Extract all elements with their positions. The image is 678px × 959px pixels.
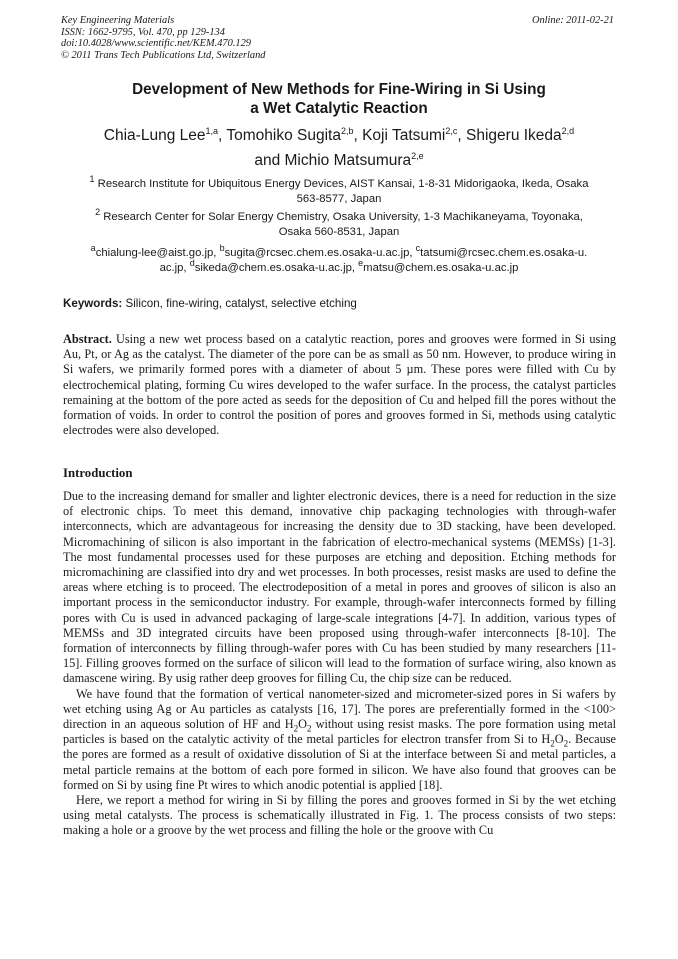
paper-title: [60, 80, 618, 118]
author-emails: $^a$chialung-lee@aist.go.jp, $^b$sugita@rcsec.chem.es.osaka-u.ac.jp, $^c$tatsumi@rcsec.chem.es.osaka-u. ac.jp, $^d$sikeda@chem.es.osaka-u.ac.jp, $^e$matsu@chem.es.osaka-u.ac.jp: [90, 243, 588, 274]
author-affiliation-mark: 1,a: [205, 125, 219, 136]
author-separator: ,: [457, 127, 467, 144]
section-heading-introduction: Introduction: [63, 466, 133, 480]
author-name: and Michio Matsumura: [254, 152, 412, 169]
affiliation-2: [62, 207, 616, 240]
journal-name: Key Engineering Materials: [61, 15, 175, 26]
email-b[interactable]: sugita@rcsec.chem.es.osaka-u.ac.jp,: [224, 247, 416, 259]
affiliation-text: Research Center for Solar Energy Chemistry, Osaka University, 1-3 Machikaneyama, Toyonaka,: [103, 211, 583, 223]
title-line-2: a Wet Catalytic Reaction: [250, 100, 428, 117]
title-line-1: Development of New Methods for Fine-Wiring in Si Using: [132, 81, 546, 98]
author-line-1: [48, 123, 630, 148]
online-date: Online: 2011-02-21: [531, 15, 614, 26]
author-name: Koji Tatsumi: [362, 127, 446, 144]
author-affiliation-mark: 2,b: [340, 125, 354, 136]
paragraph: Here, we report a method for wiring in Si by filling the pores and grooves formed in Si by the wet etching using metal catalysts. The process is schematically illustrated in Fig. 1. The process consists of two steps: making a hole or a groove by the wet process and filling the hole or the groove with Cu: [63, 793, 616, 838]
paragraph: Due to the increasing demand for smaller and lighter electronic devices, there is a need for reduction in the size of electronic chips. To meet this demand, innovative chip packaging technologies with through-wafer interconnects, which are advantageous for increasing the density due to 3D stacking, have been developed. Micromachining of silicon is also important in the fabrication of electro-mechanical systems (MEMSs) [1-3]. The most fundamental processes used for these purposes are etching and deposition. Etching methods for micromachining are classified into dry and wet processes. In both processes, resist masks are used to define the areas where etching is to proceed. The electrodeposition of a metal in pores and grooves of silicon is also an important process in the semiconductor industry. For example, through-wafer interconnects formed by filling pores with Cu is used in advanced packaging of large-scale integrations [4-7]. In addition, various types of MEMSs and 3D integrated circuits have been proposed using through-wafer interconnects [8-10]. The formation of interconnects by filling through-wafer pores with Cu has been studied by many researchers [11-15]. Filling grooves formed on the surface of silicon will lead to the formation of surface wiring, also known as damascene wiring. By usig rather deep grooves for filling Cu, the chip size can be reduced.: [63, 489, 616, 686]
introduction-body: [63, 489, 616, 839]
issn: ISSN: 1662-9795, Vol. 470, pp 129-134: [61, 26, 225, 38]
author-separator: ,: [353, 127, 363, 144]
paragraph: We have found that the formation of vertical nanometer-sized and micrometer-sized pores in Si wafers by wet etching using Ag or Au particles as catalysts [16, 17]. The pores are preferentially formed in the <100> direction in an aqueous solution of HF and $H_2O_2$ without using resist masks. The pore formation using metal particles is based on the catalytic activity of the metal particles for electron transfer from Si to $H_2O_2$. Because the pores are formed as a result of oxidative dissolution of Si at the interface between Si and metal particles, a metal particle remains at the bottom of each pore formed in silicon. We have also found that grooves can be formed on Si by using fine Pt wires to which anodic potential is applied [18].: [63, 686, 616, 792]
author-list: [48, 123, 630, 173]
journal-header: [61, 15, 614, 61]
author-line-2: [48, 148, 630, 173]
affiliation-number: 2: [95, 207, 101, 218]
abstract-label: Abstract.: [63, 332, 112, 346]
author-affiliation-mark: 2,e: [411, 150, 424, 161]
affiliation-text-cont: Osaka 560-8531, Japan: [278, 225, 400, 238]
doi: doi:10.4028/www.scientific.net/KEM.470.129: [61, 38, 251, 49]
keywords-label: Keywords:: [63, 297, 123, 310]
email-d[interactable]: sikeda@chem.es.osaka-u.ac.jp,: [194, 261, 359, 274]
author-affiliation-mark: 2,c: [445, 125, 458, 136]
affiliation-1: [62, 174, 616, 207]
affiliation-number: 1: [89, 174, 95, 185]
email-c[interactable]: tatsumi@rcsec.chem.es.osaka-u.: [420, 247, 588, 259]
email-e[interactable]: matsu@chem.es.osaka-u.ac.jp: [363, 261, 519, 274]
keywords-text: Silicon, fine-wiring, catalyst, selective etching: [122, 297, 357, 310]
author-name: Shigeru Ikeda: [466, 127, 562, 144]
email-c-cont[interactable]: ac.jp,: [159, 261, 190, 274]
email-a[interactable]: chialung-lee@aist.go.jp,: [95, 247, 220, 259]
abstract: [63, 332, 616, 438]
author-name: Chia-Lung Lee: [103, 127, 206, 144]
keywords: [63, 297, 618, 310]
author-name: Tomohiko Sugita: [226, 127, 341, 144]
affiliation-text: Research Institute for Ubiquitous Energy Devices, AIST Kansai, 1-8-31 Midorigaoka, Ikeda, Osaka: [97, 178, 589, 190]
author-affiliation-mark: 2,d: [561, 125, 575, 136]
copyright: © 2011 Trans Tech Publications Ltd, Switzerland: [61, 49, 266, 61]
abstract-text: Using a new wet process based on a catalytic reaction, pores and grooves were formed in Si using Au, Pt, or Ag as the catalyst. The diameter of the pore can be as small as 50 nm. However, to produce wiring in Si wafers, we primarily formed pores with a diameter of about 5 µm. These pores were filled with Cu by electrochemical plating, forming Cu wires developed to the wafer surface. In the process, the catalyst particles remaining at the bottom of the pore acted as seeds for the deposition of Cu and helped fill the pores without the formation of voids. In order to control the position of pores and grooves formed in Si, methods using catalytic electrodes were also developed.: [63, 332, 616, 438]
author-separator: ,: [218, 127, 227, 144]
affiliation-text-cont: 563-8577, Japan: [296, 192, 382, 205]
